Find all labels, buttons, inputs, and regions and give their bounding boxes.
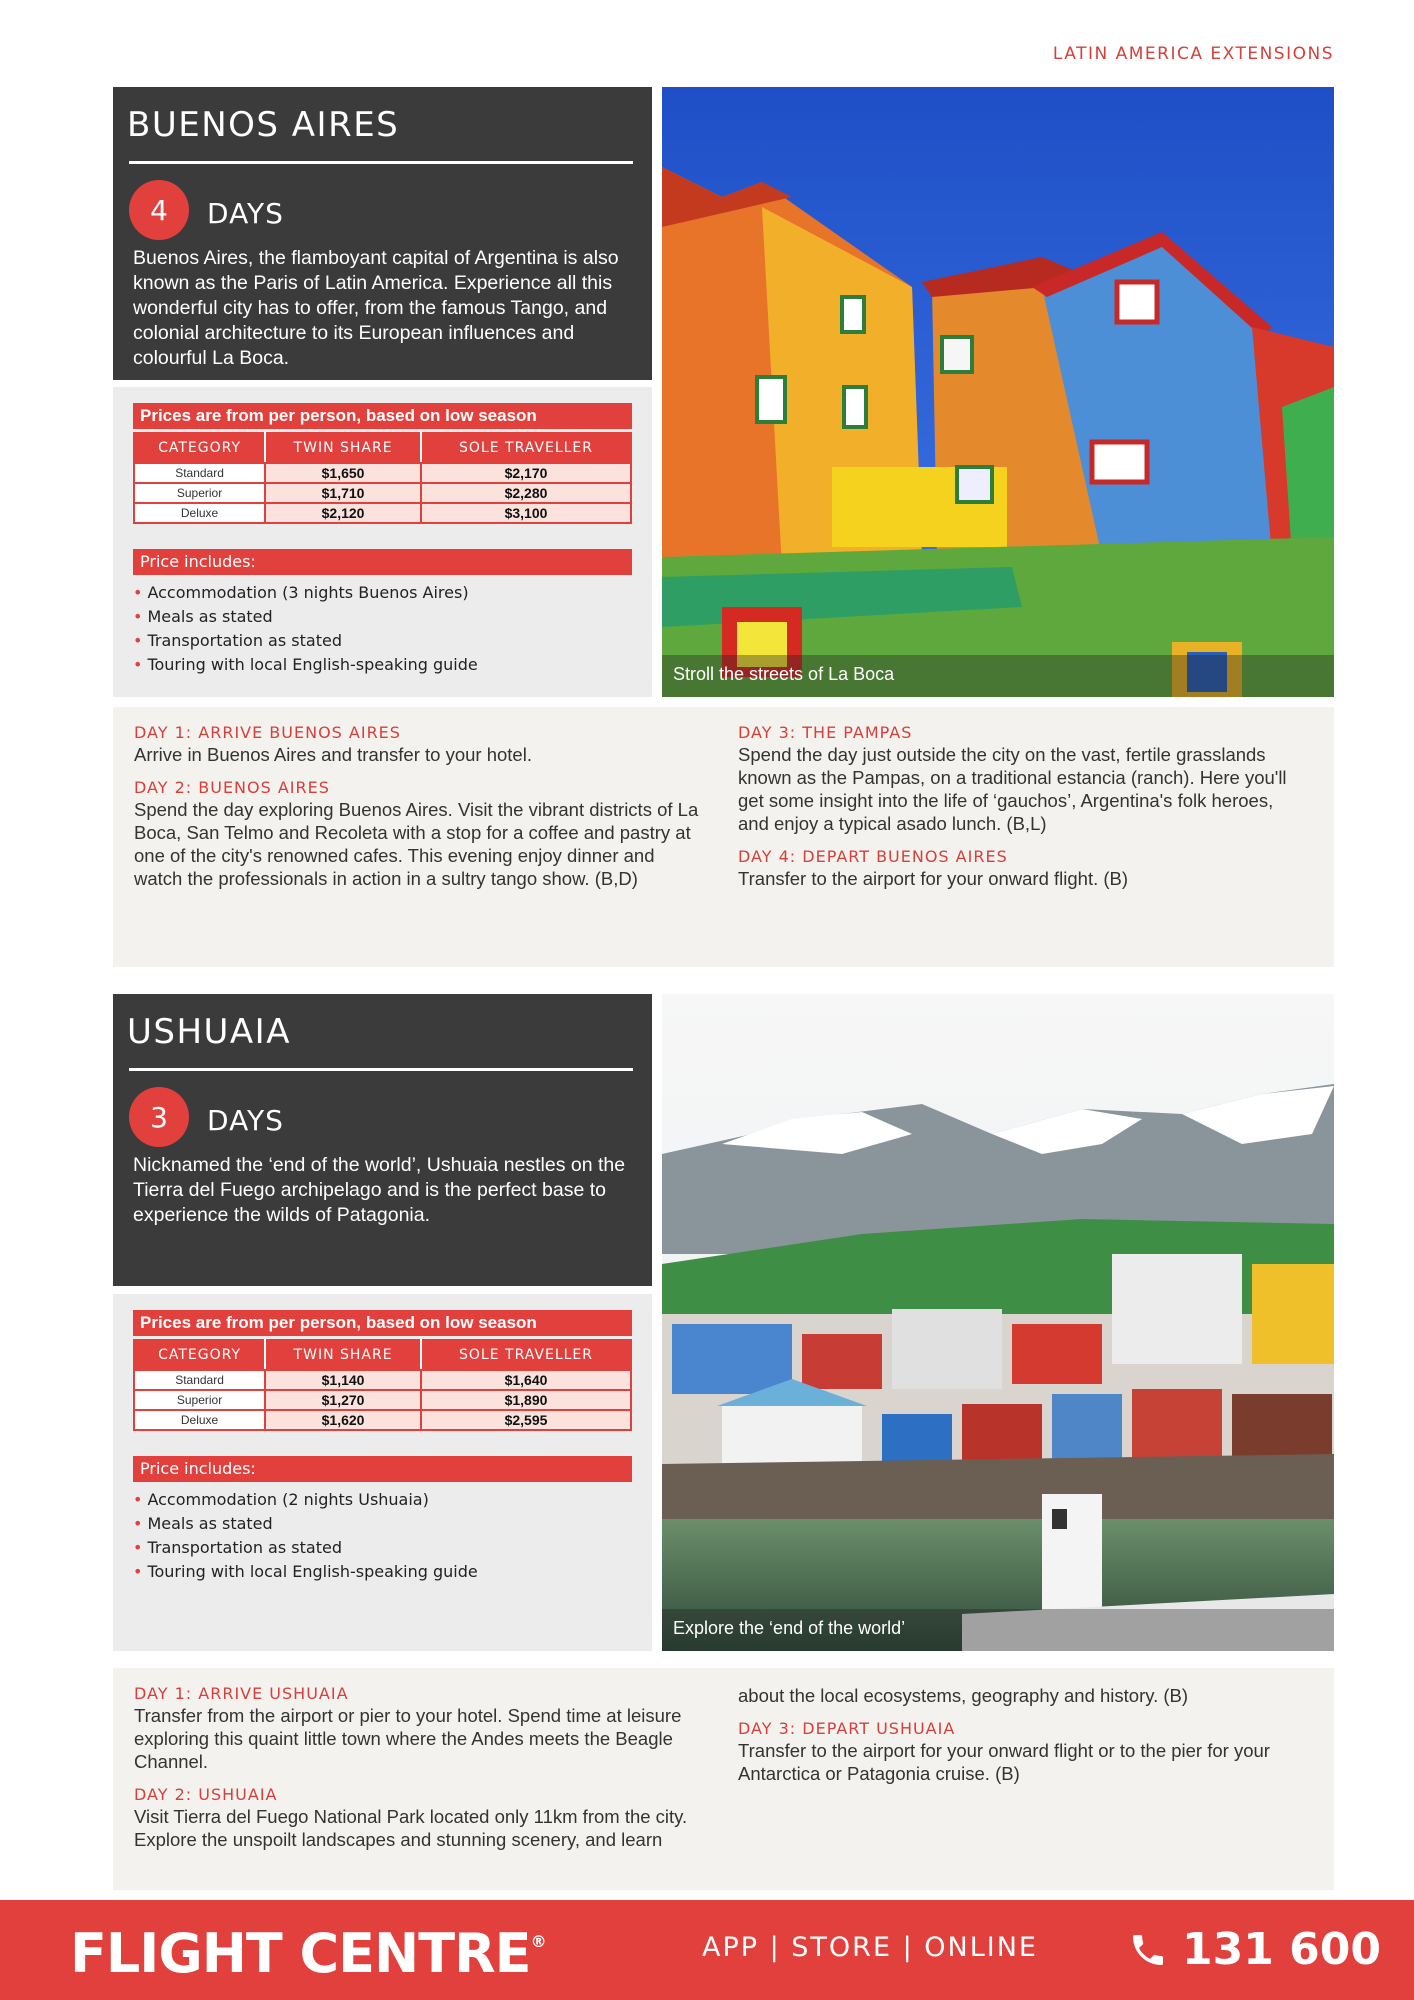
- table-header-row: [134, 1340, 631, 1370]
- twin-price-cell: $1,270: [265, 1390, 421, 1410]
- day-heading: DAY 3: DEPART USHUAIA: [738, 1719, 956, 1738]
- list-item: [133, 1536, 632, 1560]
- days-label: DAYS: [207, 1103, 284, 1137]
- table-row: [134, 1370, 631, 1390]
- column-header: TWIN SHARE: [265, 433, 421, 463]
- list-item-text: Meals as stated: [147, 1514, 273, 1533]
- day-text: Spend the day just outside the city on the vast, fertile grasslands known as the Pampas, on a traditional estancia (ranch). Here you'll get some insight into the life of ‘gauchos’, Argentina's folk heroes, and enjoy a typical asado lunch. (B,L): [738, 744, 1287, 834]
- sole-price-cell: $2,280: [421, 483, 631, 503]
- price-heading: Prices are from per person, based on low season: [133, 1310, 632, 1336]
- column-header: SOLE TRAVELLER: [421, 433, 631, 463]
- itinerary: [113, 707, 1334, 967]
- phone-number: 131 600: [1182, 1924, 1382, 1975]
- days-count-badge: 4: [129, 180, 189, 240]
- la-boca-photo: [662, 87, 1334, 697]
- bullet-icon: •: [133, 607, 143, 626]
- day-text: Transfer from the airport or pier to your hotel. Spend time at leisure exploring this quaint little town where the Andes meets the Beagle Channel.: [134, 1705, 682, 1772]
- day-heading: DAY 1: ARRIVE USHUAIA: [134, 1684, 349, 1703]
- twin-price-cell: $1,710: [265, 483, 421, 503]
- intro-text: Nicknamed the ‘end of the world’, Ushuaia nestles on the Tierra del Fuego archipelago and is the perfect base to experience the wilds of Patagonia.: [133, 1154, 626, 1226]
- day-text: Arrive in Buenos Aires and transfer to your hotel.: [134, 744, 532, 765]
- list-item-text: Transportation as stated: [147, 1538, 342, 1557]
- photo-caption: Stroll the streets of La Boca: [662, 655, 1334, 697]
- days-count-badge: 3: [129, 1087, 189, 1147]
- bullet-icon: •: [133, 1490, 143, 1509]
- itinerary: [113, 1668, 1334, 1890]
- table-row: [134, 1410, 631, 1430]
- destination-title: BUENOS AIRES: [127, 105, 400, 145]
- registered-mark: ®: [530, 1932, 546, 1951]
- list-item: [133, 1560, 632, 1584]
- booking-channels: APP | STORE | ONLINE: [702, 1932, 1038, 1963]
- section-label: LATIN AMERICA EXTENSIONS: [1052, 44, 1334, 64]
- day-heading: DAY 1: ARRIVE BUENOS AIRES: [134, 723, 401, 742]
- twin-price-cell: $1,650: [265, 463, 421, 483]
- includes-heading: Price includes:: [133, 1456, 632, 1482]
- category-cell: Standard: [134, 1370, 265, 1390]
- day-text: Transfer to the airport for your onward flight. (B): [738, 868, 1129, 889]
- day-text: Transfer to the airport for your onward flight or to the pier for your Antarctica or Patagonia cruise. (B): [738, 1740, 1270, 1784]
- days-label: DAYS: [207, 196, 284, 230]
- list-item-text: Touring with local English-speaking guide: [147, 655, 478, 674]
- table-row: [134, 503, 631, 523]
- bullet-icon: •: [133, 631, 143, 650]
- colorful-houses-illustration: [662, 87, 1334, 697]
- twin-price-cell: $2,120: [265, 503, 421, 523]
- table-row: [134, 483, 631, 503]
- category-cell: Deluxe: [134, 503, 265, 523]
- list-item-text: Transportation as stated: [147, 631, 342, 650]
- column-header: CATEGORY: [134, 433, 265, 463]
- list-item-text: Touring with local English-speaking guide: [147, 1562, 478, 1581]
- day-text: Spend the day exploring Buenos Aires. Visit the vibrant districts of La Boca, San Telmo and Recoleta with a stop for a coffee and pastry at one of the city's renowned cafes. This evening enjoy dinner and watch the professionals in action in a sultry tango show. (B,D): [134, 799, 699, 889]
- sole-price-cell: $2,595: [421, 1410, 631, 1430]
- price-heading: Prices are from per person, based on low season: [133, 403, 632, 429]
- category-cell: Standard: [134, 463, 265, 483]
- itinerary-column: [134, 723, 704, 902]
- day-heading: DAY 3: THE PAMPAS: [738, 723, 913, 742]
- day-text: Visit Tierra del Fuego National Park located only 11km from the city. Explore the unspoilt landscapes and stunning scenery, and learn: [134, 1806, 688, 1850]
- phone-contact[interactable]: [1128, 1924, 1381, 1975]
- price-table: [133, 432, 632, 524]
- list-item: [133, 581, 632, 605]
- column-header: TWIN SHARE: [265, 1340, 421, 1370]
- twin-price-cell: $1,620: [265, 1410, 421, 1430]
- phone-icon: [1128, 1930, 1168, 1970]
- ushuaia-photo: [662, 994, 1334, 1651]
- divider: [129, 161, 633, 164]
- table-row: [134, 1390, 631, 1410]
- destination-title: USHUAIA: [127, 1012, 291, 1052]
- divider: [129, 1068, 633, 1071]
- includes-heading: Price includes:: [133, 549, 632, 575]
- intro-panel: [113, 87, 652, 380]
- itinerary-column: [738, 1684, 1308, 1797]
- pricing-panel: [113, 1294, 652, 1651]
- bullet-icon: •: [133, 1538, 143, 1557]
- day-heading: DAY 4: DEPART BUENOS AIRES: [738, 847, 1008, 866]
- footer-bar: [0, 1900, 1414, 2000]
- includes-list: [133, 581, 632, 677]
- intro-panel: [113, 994, 652, 1286]
- photo-caption: Explore the ‘end of the world’: [662, 1609, 1334, 1651]
- price-table: [133, 1339, 632, 1431]
- intro-text: Buenos Aires, the flamboyant capital of Argentina is also known as the Paris of Latin America. Experience all this wonderful city has to offer, from the famous Tango, and colonial architecture to its European influences and colourful La Boca.: [133, 247, 619, 369]
- list-item: [133, 605, 632, 629]
- day-text: about the local ecosystems, geography and history. (B): [738, 1685, 1189, 1706]
- duration: [129, 1087, 638, 1147]
- list-item-text: Meals as stated: [147, 607, 273, 626]
- table-row: [134, 463, 631, 483]
- sole-price-cell: $2,170: [421, 463, 631, 483]
- column-header: CATEGORY: [134, 1340, 265, 1370]
- list-item: [133, 1488, 632, 1512]
- itinerary-column: [134, 1684, 704, 1863]
- day-heading: DAY 2: BUENOS AIRES: [134, 778, 330, 797]
- brand-logo: [70, 1922, 546, 1985]
- includes-list: [133, 1488, 632, 1584]
- sole-price-cell: $3,100: [421, 503, 631, 523]
- category-cell: Superior: [134, 1390, 265, 1410]
- list-item: [133, 1512, 632, 1536]
- harbour-town-illustration: [662, 994, 1334, 1651]
- bullet-icon: •: [133, 583, 143, 602]
- pricing-panel: [113, 387, 652, 697]
- twin-price-cell: $1,140: [265, 1370, 421, 1390]
- bullet-icon: •: [133, 1562, 143, 1581]
- list-item: [133, 653, 632, 677]
- table-header-row: [134, 433, 631, 463]
- brand-name: FLIGHT CENTRE: [70, 1922, 531, 1985]
- duration: [129, 180, 638, 240]
- list-item-text: Accommodation (2 nights Ushuaia): [147, 1490, 429, 1509]
- sole-price-cell: $1,640: [421, 1370, 631, 1390]
- bullet-icon: •: [133, 1514, 143, 1533]
- itinerary-column: [738, 723, 1308, 902]
- bullet-icon: •: [133, 655, 143, 674]
- list-item: [133, 629, 632, 653]
- day-heading: DAY 2: USHUAIA: [134, 1785, 278, 1804]
- list-item-text: Accommodation (3 nights Buenos Aires): [147, 583, 469, 602]
- category-cell: Deluxe: [134, 1410, 265, 1430]
- column-header: SOLE TRAVELLER: [421, 1340, 631, 1370]
- sole-price-cell: $1,890: [421, 1390, 631, 1410]
- category-cell: Superior: [134, 483, 265, 503]
